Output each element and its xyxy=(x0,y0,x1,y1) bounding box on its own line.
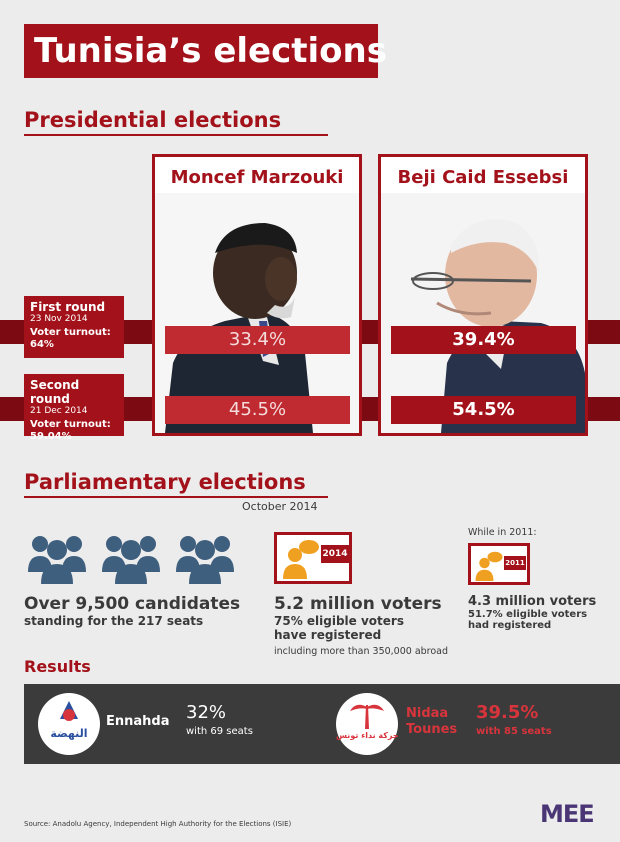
results-heading: Results xyxy=(24,657,91,676)
voter-year-badge: 2011 xyxy=(504,556,526,570)
nidaa-name-line1: Nidaa xyxy=(406,706,449,721)
essebsi-second-round-result: 54.5% xyxy=(391,396,576,424)
presidential-heading: Presidential elections xyxy=(24,108,282,132)
marzouki-first-round-result: 33.4% xyxy=(165,326,350,354)
marzouki-second-round-result: 45.5% xyxy=(165,396,350,424)
nidaa-tounes-logo xyxy=(336,693,398,755)
voters-2014-line1: 75% eligible voters xyxy=(274,614,404,628)
people-group-icon xyxy=(100,528,162,588)
palm-tree-icon xyxy=(336,693,398,755)
candidate-name: Moncef Marzouki xyxy=(170,167,344,188)
round-label: Second round xyxy=(30,378,80,406)
parliamentary-underline xyxy=(24,496,328,498)
people-group-icon xyxy=(174,528,236,588)
voter-2014-icon xyxy=(274,532,352,584)
nidaa-seats: with 85 seats xyxy=(476,726,552,737)
first-round-tab xyxy=(24,296,124,358)
voter-year-badge: 2014 xyxy=(321,545,349,563)
people-group-icon xyxy=(26,528,88,588)
round-date: 23 Nov 2014 xyxy=(30,314,88,324)
candidates-count: Over 9,500 candidates xyxy=(24,594,241,614)
mee-logo: MEE xyxy=(540,800,594,828)
parliamentary-heading: Parliamentary elections xyxy=(24,470,306,494)
ennahda-logo-text: النهضة xyxy=(50,727,88,740)
ennahda-percentage: 32% xyxy=(186,702,227,723)
essebsi-first-round-result: 39.4% xyxy=(391,326,576,354)
results-panel xyxy=(24,684,620,764)
source-note: Source: Anadolu Agency, Independent High Authority for the Elections (ISIE) xyxy=(24,820,292,828)
voters-2011-line1: 51.7% eligible voters xyxy=(468,609,588,620)
nidaa-logo-text: حركة نداء تونس xyxy=(336,731,399,740)
turnout-value: 64% xyxy=(30,339,54,350)
voters-2014-line2: have registered xyxy=(274,628,382,642)
candidate-card-marzouki xyxy=(152,154,362,436)
round-date: 21 Dec 2014 xyxy=(30,406,88,416)
second-round-tab xyxy=(24,374,124,442)
voters-2011-intro: While in 2011: xyxy=(468,527,537,538)
turnout-label: Voter turnout: xyxy=(30,327,111,338)
voters-2011-count: 4.3 million voters xyxy=(468,594,597,609)
turnout-label: Voter turnout: xyxy=(30,419,111,430)
voter-person-icon xyxy=(474,550,504,582)
voter-2011-icon xyxy=(468,543,530,585)
ennahda-emblem-icon xyxy=(38,693,100,755)
presidential-underline xyxy=(24,134,328,136)
candidate-name: Beji Caid Essebsi xyxy=(397,167,569,188)
turnout-value: 59.04% xyxy=(30,431,72,442)
page-title: Tunisia’s elections xyxy=(24,24,378,78)
nidaa-name-line2: Tounes xyxy=(406,722,458,737)
voters-2014-note: including more than 350,000 abroad xyxy=(274,646,449,657)
ennahda-name: Ennahda xyxy=(106,714,170,729)
voters-2014-count: 5.2 million voters xyxy=(274,594,442,614)
parliamentary-date: October 2014 xyxy=(242,500,318,513)
voter-person-icon xyxy=(281,539,321,579)
nidaa-percentage: 39.5% xyxy=(476,702,539,723)
round-label: First round xyxy=(30,300,106,314)
candidate-card-essebsi xyxy=(378,154,588,436)
ennahda-logo xyxy=(38,693,100,755)
ennahda-seats: with 69 seats xyxy=(186,726,253,737)
voters-2011-line2: had registered xyxy=(468,620,552,631)
candidates-detail: standing for the 217 seats xyxy=(24,614,204,628)
